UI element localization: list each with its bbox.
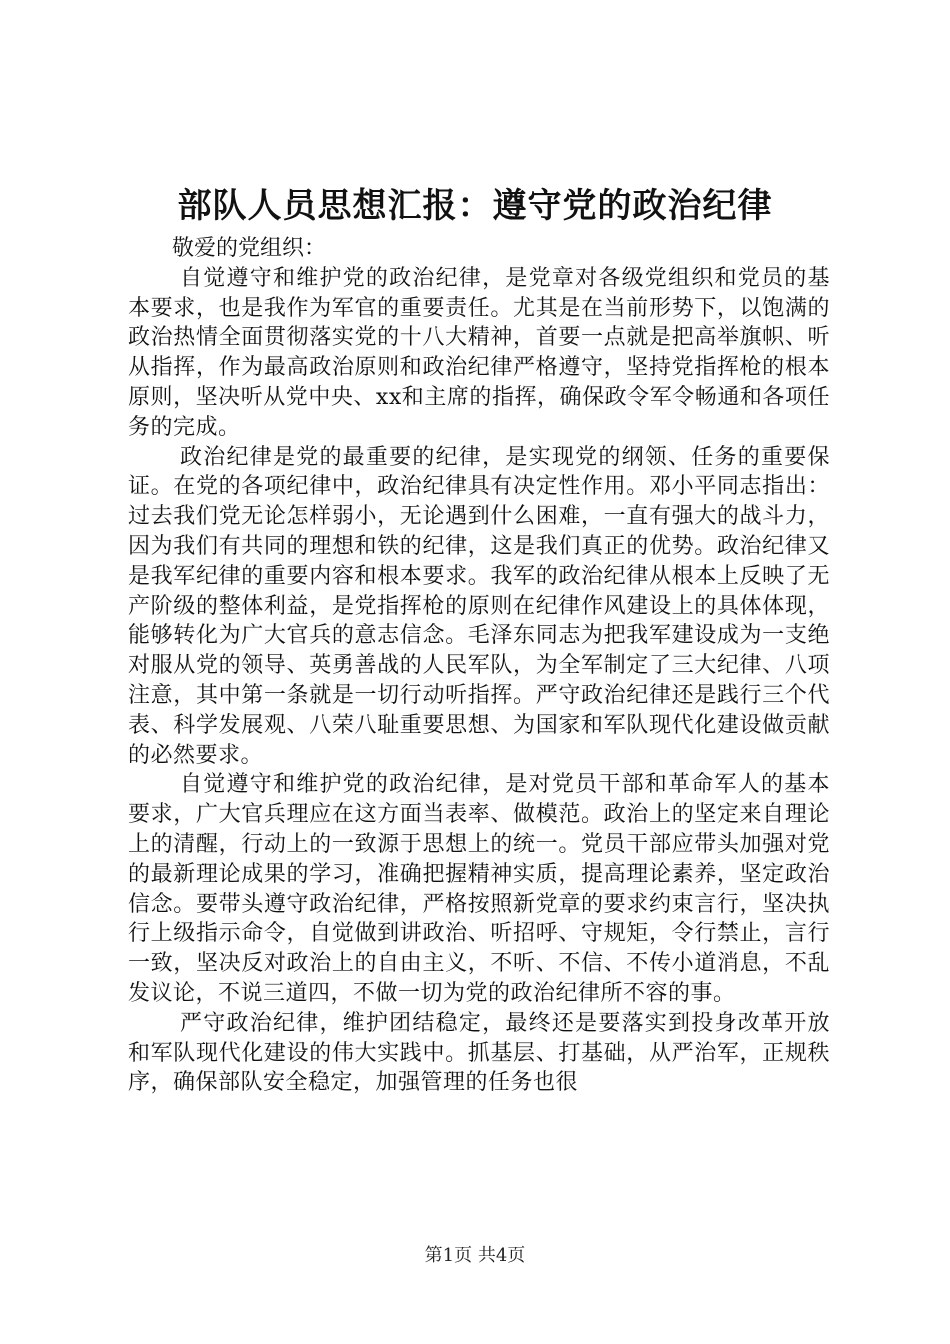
paragraph-1: 自觉遵守和维护党的政治纪律，是党章对各级党组织和党员的基本要求，也是我作为军官的重要责任。尤其是在当前形势下，以饱满的政治热情全面贯彻落实党的十八大精神，首要一点就是把高举旗帜、听从指挥，作为最高政治原则和政治纪律严格遵守，坚持党指挥枪的根本原则，坚决听从党中央、xx和主席的指挥，确保政令军令畅通和各项任务的完成。 xyxy=(128,265,830,440)
document-title: 部队人员思想汇报：遵守党的政治纪律 xyxy=(177,186,773,226)
paragraph-2: 政治纪律是党的最重要的纪律，是实现党的纲领、任务的重要保证。在党的各项纪律中，政治纪律具有决定性作用。邓小平同志指出：过去我们党无论怎样弱小，无论遇到什么困难，一直有强大的战斗力，因为我们有共同的理想和铁的纪律，这是我们真正的优势。政治纪律又是我军纪律的重要内容和根本要求。我军的政治纪律从根本上反映了无产阶级的整体利益，是党指挥枪的原则在纪律作风建设上的具体体现，能够转化为广大官兵的意志信念。毛泽东同志为把我军建设成为一支绝对服从党的领导、英勇善战的人民军队，为全军制定了三大纪律、八项注意，其中第一条就是一切行动听指挥。严守政治纪律还是践行三个代表、科学发展观、八荣八耻重要思想、为国家和军队现代化建设做贡献的必然要求。 xyxy=(128,444,830,768)
salutation: 敬爱的党组织： xyxy=(172,236,327,261)
page-number-footer: 第1页 共4页 xyxy=(424,1245,526,1266)
paragraph-3: 自觉遵守和维护党的政治纪律，是对党员干部和革命军人的基本要求，广大官兵理应在这方面当表率、做模范。政治上的坚定来自理论上的清醒，行动上的一致源于思想上的统一。党员干部应带头加强对党的最新理论成果的学习，准确把握精神实质，提高理论素养，坚定政治信念。要带头遵守政治纪律，严格按照新党章的要求约束言行，坚决执行上级指示命令，自觉做到讲政治、听招呼、守规矩，令行禁止，言行一致，坚决反对政治上的自由主义，不听、不信、不传小道消息，不乱发议论，不说三道四，不做一切为党的政治纪律所不容的事。 xyxy=(128,772,830,1006)
paragraph-4: 严守政治纪律，维护团结稳定，最终还是要落实到投身改革开放和军队现代化建设的伟大实践中。抓基层、打基础，从严治军，正规秩序，确保部队安全稳定，加强管理的任务也很 xyxy=(128,1010,830,1096)
document-body xyxy=(128,234,830,1098)
